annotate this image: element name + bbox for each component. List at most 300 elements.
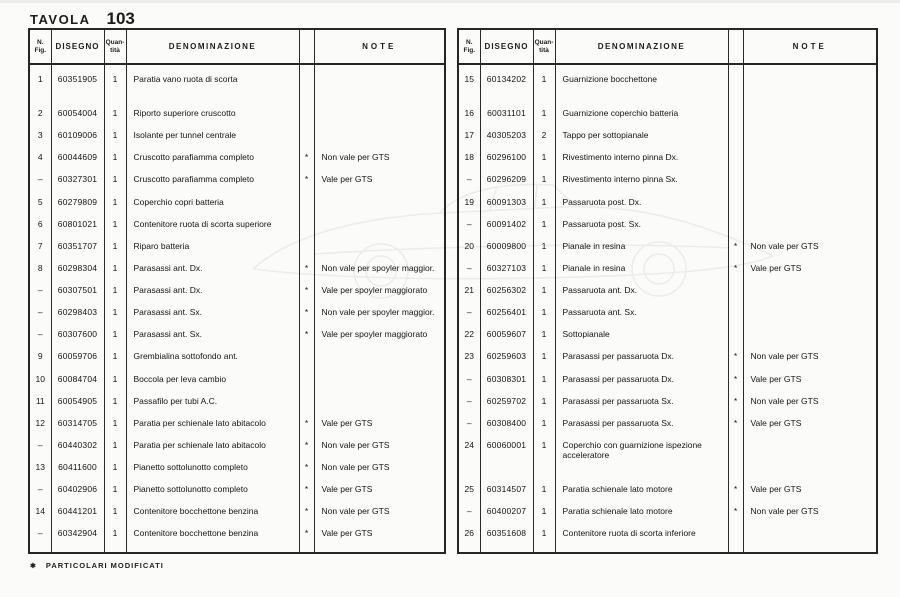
cell-qty: 1 xyxy=(533,396,555,418)
cell-qty: 1 xyxy=(104,374,126,396)
cell-note: Vale per GTS xyxy=(750,484,802,495)
cell-fig: – xyxy=(458,307,480,329)
cell-qty: 1 xyxy=(533,528,555,550)
cell-star xyxy=(728,130,743,152)
table-row xyxy=(29,130,445,152)
header-denominazione: DENOMINAZIONE xyxy=(126,29,299,64)
cell-star: * xyxy=(728,506,743,528)
cell-fig: 16 xyxy=(458,108,480,130)
cell-disegno: 60259702 xyxy=(480,396,533,418)
table-row xyxy=(458,197,877,219)
cell-den: Parasassi ant. Sx. xyxy=(126,329,299,351)
cell-star: * xyxy=(299,329,314,351)
cell-note xyxy=(314,374,445,396)
cell-fig: 9 xyxy=(29,351,51,373)
table-row xyxy=(458,440,877,484)
table-row xyxy=(458,130,877,152)
cell-qty: 1 xyxy=(104,396,126,418)
cell-qty: 1 xyxy=(533,418,555,440)
cell-den: Coperchio con guarnizione ispezione acceleratore xyxy=(555,440,728,484)
cell-fig: 18 xyxy=(458,152,480,174)
table-row xyxy=(458,285,877,307)
parts-table-right xyxy=(457,28,878,554)
cell-qty: 1 xyxy=(533,440,555,484)
cell-fig: – xyxy=(458,374,480,396)
cell-star xyxy=(299,241,314,263)
cell-note: Vale per GTS xyxy=(321,174,373,185)
cell-star xyxy=(728,197,743,219)
table-row xyxy=(458,64,877,108)
cell-den: Passaruota ant. Sx. xyxy=(555,307,728,329)
cell-den: Pianale in resina xyxy=(555,241,728,263)
cell-disegno: 60059706 xyxy=(51,351,104,373)
cell-qty: 1 xyxy=(533,152,555,174)
cell-qty: 1 xyxy=(104,528,126,550)
cell-note xyxy=(743,64,877,108)
cell-disegno: 60351608 xyxy=(480,528,533,550)
cell-qty: 1 xyxy=(104,219,126,241)
cell-fig: 19 xyxy=(458,197,480,219)
parts-table-left xyxy=(28,28,446,554)
page-title xyxy=(30,9,135,29)
cell-den: Pianale in resina xyxy=(555,263,728,285)
cell-star xyxy=(299,197,314,219)
scan-edge xyxy=(0,0,900,3)
cell-fig: 22 xyxy=(458,329,480,351)
cell-note xyxy=(743,285,877,307)
cell-den: Pianetto sottolunotto completo xyxy=(126,484,299,506)
cell-qty: 1 xyxy=(104,307,126,329)
cell-fig: – xyxy=(458,396,480,418)
cell-den: Parasassi per passaruota Dx. xyxy=(555,374,728,396)
cell-fig: – xyxy=(29,528,51,550)
cell-fig: 6 xyxy=(29,219,51,241)
table-row xyxy=(458,241,877,263)
cell-fig: 11 xyxy=(29,396,51,418)
cell-star xyxy=(728,64,743,108)
table-filler xyxy=(458,551,877,553)
cell-qty: 1 xyxy=(533,263,555,285)
footnote-modified-parts xyxy=(30,561,164,570)
cell-fig: 4 xyxy=(29,152,51,174)
table-header xyxy=(29,29,445,64)
cell-disegno: 60259603 xyxy=(480,351,533,373)
cell-note xyxy=(743,174,877,196)
cell-note xyxy=(314,197,445,219)
cell-disegno: 60307501 xyxy=(51,285,104,307)
cell-note: Non vale per GTS xyxy=(321,462,390,473)
cell-disegno: 60279809 xyxy=(51,197,104,219)
cell-den: Rivestimento interno pinna Dx. xyxy=(555,152,728,174)
cell-disegno: 60801021 xyxy=(51,219,104,241)
cell-fig: – xyxy=(458,506,480,528)
cell-disegno: 60314705 xyxy=(51,418,104,440)
cell-star: * xyxy=(728,484,743,506)
cell-star xyxy=(299,396,314,418)
cell-star: * xyxy=(728,374,743,396)
table-row xyxy=(458,418,877,440)
table-row xyxy=(29,462,445,484)
cell-note xyxy=(743,108,877,130)
cell-fig: 2 xyxy=(29,108,51,130)
cell-note xyxy=(743,329,877,351)
table-body xyxy=(458,64,877,551)
cell-den: Parasassi per passaruota Dx. xyxy=(555,351,728,373)
cell-den: Guarnizione coperchio batteria xyxy=(555,108,728,130)
cell-qty: 1 xyxy=(104,197,126,219)
cell-star xyxy=(299,351,314,373)
cell-fig: 7 xyxy=(29,241,51,263)
cell-star: * xyxy=(299,418,314,440)
cell-qty: 1 xyxy=(533,307,555,329)
cell-den: Isolante per tunnel centrale xyxy=(126,130,299,152)
cell-qty: 1 xyxy=(533,374,555,396)
cell-note: Vale per GTS xyxy=(750,417,802,428)
cell-disegno: 60441201 xyxy=(51,506,104,528)
cell-qty: 1 xyxy=(533,241,555,263)
header-fig: N. Fig. xyxy=(458,29,480,64)
header-disegno: DISEGNO xyxy=(480,29,533,64)
table-body xyxy=(29,64,445,551)
cell-fig: – xyxy=(29,174,51,196)
header-note: NOTE xyxy=(743,29,877,64)
cell-den: Sottopianale xyxy=(555,329,728,351)
cell-fig: 10 xyxy=(29,374,51,396)
cell-den: Guarnizione bocchettone xyxy=(555,64,728,108)
cell-note: Non vale per GTS xyxy=(750,506,819,517)
cell-disegno: 60060001 xyxy=(480,440,533,484)
cell-note: Vale per GTS xyxy=(750,262,802,273)
cell-star xyxy=(299,130,314,152)
table-filler xyxy=(29,551,445,553)
table-row xyxy=(29,285,445,307)
title-label: TAVOLA xyxy=(30,12,91,27)
cell-qty: 1 xyxy=(104,174,126,196)
cell-disegno: 60351707 xyxy=(51,241,104,263)
cell-fig: – xyxy=(458,219,480,241)
cell-note: Vale per GTS xyxy=(321,417,373,428)
cell-fig: 14 xyxy=(29,506,51,528)
cell-den: Riporto superiore cruscotto xyxy=(126,108,299,130)
table-row xyxy=(458,152,877,174)
cell-qty: 1 xyxy=(104,130,126,152)
cell-den: Paratia per schienale lato abitacolo xyxy=(126,418,299,440)
cell-fig: 13 xyxy=(29,462,51,484)
table-row xyxy=(458,506,877,528)
cell-star xyxy=(728,528,743,550)
cell-disegno: 60298304 xyxy=(51,263,104,285)
cell-disegno: 60296209 xyxy=(480,174,533,196)
cell-den: Boccola per leva cambio xyxy=(126,374,299,396)
cell-den: Tappo per sottopianale xyxy=(555,130,728,152)
cell-note: Vale per GTS xyxy=(750,373,802,384)
cell-note: Non vale per GTS xyxy=(321,152,390,163)
cell-qty: 1 xyxy=(104,418,126,440)
cell-disegno: 60044609 xyxy=(51,152,104,174)
header-star-column xyxy=(728,29,743,64)
cell-disegno: 60400207 xyxy=(480,506,533,528)
cell-den: Passaruota post. Sx. xyxy=(555,219,728,241)
cell-qty: 1 xyxy=(104,285,126,307)
cell-qty: 1 xyxy=(104,108,126,130)
cell-den: Cruscotto parafiamma completo xyxy=(126,174,299,196)
cell-note: Vale per GTS xyxy=(321,528,373,539)
cell-note: Non vale per GTS xyxy=(321,506,390,517)
cell-qty: 1 xyxy=(533,329,555,351)
cell-qty: 1 xyxy=(533,197,555,219)
cell-fig: – xyxy=(458,174,480,196)
cell-fig: 25 xyxy=(458,484,480,506)
cell-qty: 1 xyxy=(104,462,126,484)
table-header xyxy=(458,29,877,64)
asterisk-icon: ✱ xyxy=(30,563,37,570)
cell-qty: 1 xyxy=(533,174,555,196)
header-quantita: Quan- tità xyxy=(533,29,555,64)
cell-fig: – xyxy=(458,263,480,285)
cell-disegno: 60009800 xyxy=(480,241,533,263)
cell-note xyxy=(743,152,877,174)
header-disegno: DISEGNO xyxy=(51,29,104,64)
cell-fig: 3 xyxy=(29,130,51,152)
table-row xyxy=(458,307,877,329)
cell-star xyxy=(728,440,743,484)
cell-den: Passafilo per tubi A.C. xyxy=(126,396,299,418)
cell-den: Passaruota ant. Dx. xyxy=(555,285,728,307)
cell-disegno: 60307600 xyxy=(51,329,104,351)
table-row xyxy=(29,528,445,550)
cell-star xyxy=(299,64,314,108)
cell-qty: 1 xyxy=(533,506,555,528)
cell-fig: 21 xyxy=(458,285,480,307)
cell-disegno: 60327103 xyxy=(480,263,533,285)
cell-disegno: 60298403 xyxy=(51,307,104,329)
cell-note: Non vale per GTS xyxy=(321,439,390,450)
cell-star: * xyxy=(299,285,314,307)
header-denominazione: DENOMINAZIONE xyxy=(555,29,728,64)
title-number: 103 xyxy=(106,9,135,28)
cell-disegno: 60054004 xyxy=(51,108,104,130)
cell-disegno: 60308400 xyxy=(480,418,533,440)
cell-star: * xyxy=(299,307,314,329)
table-row xyxy=(29,396,445,418)
cell-qty: 1 xyxy=(104,506,126,528)
cell-qty: 2 xyxy=(533,130,555,152)
cell-fig: 17 xyxy=(458,130,480,152)
cell-den: Coperchio copri batteria xyxy=(126,197,299,219)
cell-star xyxy=(728,108,743,130)
cell-qty: 1 xyxy=(104,152,126,174)
cell-fig: 20 xyxy=(458,241,480,263)
cell-disegno: 40305203 xyxy=(480,130,533,152)
cell-disegno: 60440302 xyxy=(51,440,104,462)
cell-star: * xyxy=(728,241,743,263)
cell-star xyxy=(728,285,743,307)
cell-star: * xyxy=(728,351,743,373)
cell-note xyxy=(314,351,445,373)
cell-fig: 26 xyxy=(458,528,480,550)
table-row xyxy=(29,64,445,108)
cell-note: Non vale per GTS xyxy=(750,351,819,362)
cell-disegno: 60342904 xyxy=(51,528,104,550)
cell-disegno: 60308301 xyxy=(480,374,533,396)
cell-fig: 1 xyxy=(29,64,51,108)
cell-disegno: 60411600 xyxy=(51,462,104,484)
cell-note xyxy=(743,528,877,550)
cell-disegno: 60091303 xyxy=(480,197,533,219)
cell-disegno: 60256302 xyxy=(480,285,533,307)
cell-disegno: 60296100 xyxy=(480,152,533,174)
cell-disegno: 60134202 xyxy=(480,64,533,108)
table-row xyxy=(458,263,877,285)
cell-qty: 1 xyxy=(104,64,126,108)
cell-qty: 1 xyxy=(533,64,555,108)
cell-star: * xyxy=(299,263,314,285)
cell-note xyxy=(314,64,445,108)
cell-qty: 1 xyxy=(104,329,126,351)
cell-star: * xyxy=(299,462,314,484)
cell-den: Pianetto sottolunotto completo xyxy=(126,462,299,484)
cell-disegno: 60109006 xyxy=(51,130,104,152)
cell-den: Passaruota post. Dx. xyxy=(555,197,728,219)
cell-qty: 1 xyxy=(104,484,126,506)
table-row xyxy=(29,174,445,196)
cell-note: Non vale per GTS xyxy=(750,240,819,251)
header-note: NOTE xyxy=(314,29,445,64)
cell-star: * xyxy=(728,263,743,285)
table-row xyxy=(29,197,445,219)
table-row xyxy=(29,351,445,373)
cell-qty: 1 xyxy=(533,285,555,307)
cell-den: Paratia schienale lato motore xyxy=(555,506,728,528)
cell-den: Parasassi ant. Sx. xyxy=(126,307,299,329)
cell-star: * xyxy=(299,174,314,196)
header-quantita: Quan- tità xyxy=(104,29,126,64)
cell-star: * xyxy=(299,440,314,462)
cell-note: Non vale per GTS xyxy=(750,395,819,406)
cell-den: Paratia vano ruota di scorta xyxy=(126,64,299,108)
table-row xyxy=(29,329,445,351)
cell-note xyxy=(314,130,445,152)
cell-note: Non vale per spoyler maggior. xyxy=(321,307,435,318)
cell-den: Rivestimento interno pinna Sx. xyxy=(555,174,728,196)
table-row xyxy=(29,108,445,130)
cell-den: Parasassi per passaruota Sx. xyxy=(555,418,728,440)
cell-qty: 1 xyxy=(104,351,126,373)
cell-star: * xyxy=(728,396,743,418)
cell-den: Contenitore ruota di scorta superiore xyxy=(126,219,299,241)
cell-note: Vale per GTS xyxy=(321,484,373,495)
cell-fig: – xyxy=(29,307,51,329)
cell-note: Vale per spoyler maggiorato xyxy=(321,329,428,340)
table-row xyxy=(29,263,445,285)
cell-den: Parasassi ant. Dx. xyxy=(126,263,299,285)
cell-fig: – xyxy=(29,440,51,462)
cell-note xyxy=(743,307,877,329)
table-row xyxy=(458,108,877,130)
cell-star xyxy=(728,174,743,196)
header-fig: N. Fig. xyxy=(29,29,51,64)
table-row xyxy=(29,152,445,174)
cell-qty: 1 xyxy=(533,351,555,373)
table-row xyxy=(29,241,445,263)
cell-den: Cruscotto parafiamma completo xyxy=(126,152,299,174)
cell-den: Riparo batteria xyxy=(126,241,299,263)
cell-fig: 8 xyxy=(29,263,51,285)
cell-star xyxy=(728,329,743,351)
table-row xyxy=(29,484,445,506)
cell-note: Vale per spoyler maggiorato xyxy=(321,285,428,296)
cell-den: Contenitore bocchettone benzina xyxy=(126,528,299,550)
cell-disegno: 60314507 xyxy=(480,484,533,506)
cell-den: Paratia per schienale lato abitacolo xyxy=(126,440,299,462)
table-row xyxy=(458,351,877,373)
cell-den: Parasassi ant. Dx. xyxy=(126,285,299,307)
cell-qty: 1 xyxy=(104,241,126,263)
cell-fig: 12 xyxy=(29,418,51,440)
cell-fig: 5 xyxy=(29,197,51,219)
table-row xyxy=(29,418,445,440)
cell-den: Contenitore bocchettone benzina xyxy=(126,506,299,528)
cell-disegno: 60402906 xyxy=(51,484,104,506)
footnote-label: PARTICOLARI MODIFICATI xyxy=(45,561,164,570)
cell-star: * xyxy=(299,528,314,550)
cell-qty: 1 xyxy=(533,108,555,130)
table-row xyxy=(29,374,445,396)
cell-qty: 1 xyxy=(533,219,555,241)
cell-note: Non vale per spoyler maggior. xyxy=(321,262,435,273)
cell-fig: – xyxy=(29,285,51,307)
cell-star xyxy=(728,219,743,241)
cell-note xyxy=(743,440,877,484)
cell-star: * xyxy=(299,484,314,506)
table-row xyxy=(458,374,877,396)
cell-disegno: 60351905 xyxy=(51,64,104,108)
cell-den: Paratia schienale lato motore xyxy=(555,484,728,506)
cell-qty: 1 xyxy=(104,440,126,462)
cell-fig: – xyxy=(29,484,51,506)
cell-fig: – xyxy=(458,418,480,440)
cell-qty: 1 xyxy=(104,263,126,285)
table-row xyxy=(458,528,877,550)
table-row xyxy=(458,174,877,196)
cell-star xyxy=(299,374,314,396)
cell-disegno: 60091402 xyxy=(480,219,533,241)
cell-note xyxy=(743,219,877,241)
cell-note xyxy=(743,130,877,152)
cell-fig: 24 xyxy=(458,440,480,484)
table-row xyxy=(29,440,445,462)
table-row xyxy=(458,484,877,506)
cell-note xyxy=(314,241,445,263)
header-star-column xyxy=(299,29,314,64)
cell-star xyxy=(299,219,314,241)
cell-disegno: 60084704 xyxy=(51,374,104,396)
cell-disegno: 60031101 xyxy=(480,108,533,130)
cell-star: * xyxy=(728,418,743,440)
cell-den: Parasassi per passaruota Sx. xyxy=(555,396,728,418)
cell-star: * xyxy=(299,152,314,174)
cell-qty: 1 xyxy=(533,484,555,506)
cell-fig: 15 xyxy=(458,64,480,108)
table-row xyxy=(29,307,445,329)
cell-disegno: 60054905 xyxy=(51,396,104,418)
cell-star xyxy=(728,307,743,329)
table-row xyxy=(458,219,877,241)
cell-note xyxy=(314,219,445,241)
cell-note xyxy=(314,108,445,130)
cell-fig: – xyxy=(29,329,51,351)
table-row xyxy=(29,219,445,241)
